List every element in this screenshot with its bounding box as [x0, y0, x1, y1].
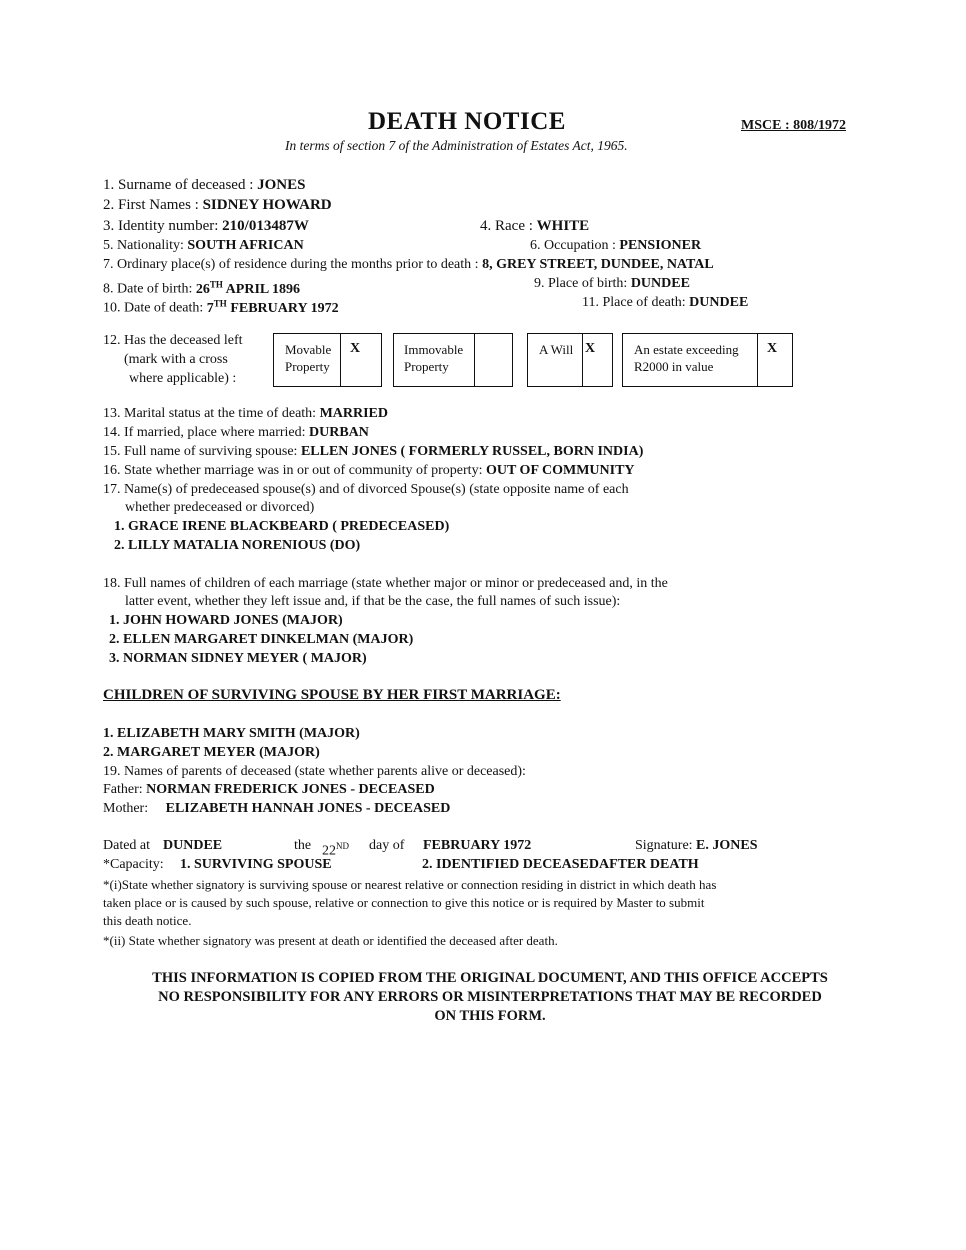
field-place-of-death — [582, 294, 748, 312]
day-num: 22 — [322, 843, 336, 859]
nationality-label: 5. Nationality: — [103, 238, 184, 253]
field-community-property — [103, 462, 635, 480]
mother-label: Mother: — [103, 801, 149, 816]
dob-day: 26 — [195, 281, 210, 297]
field-marital-status — [103, 405, 388, 423]
exceeding-label-line1: An estate exceeding — [634, 342, 739, 357]
signature-value: E. JONES — [696, 838, 758, 853]
note-i-line2: taken place or is caused by such spouse, relative or connection to give this notice or is required by Master to submit — [103, 895, 705, 910]
will-box[interactable] — [527, 333, 613, 387]
pod-value: DUNDEE — [689, 295, 749, 310]
month-year: FEBRUARY 1972 — [423, 838, 532, 853]
immovable-label-line1: Immovable — [404, 342, 464, 357]
community-label: 16. State whether marriage was in or out of community of property: — [103, 463, 483, 478]
parents-label: 19. Names of parents of deceased (state whether parents alive or deceased): — [103, 764, 526, 779]
signature-label: Signature: — [635, 838, 693, 853]
id-value: 210/013487W — [222, 218, 309, 234]
note-ii: *(ii) State whether signatory was present at death or identified the deceased after death. — [103, 933, 558, 948]
the-label: the — [294, 838, 312, 853]
surname-label: 1. Surname of deceased : — [103, 177, 254, 193]
field-surname — [103, 176, 305, 195]
field-nationality — [103, 237, 304, 255]
day-of-label: day of — [369, 838, 405, 853]
residence-label: 7. Ordinary place(s) of residence during the months prior to death : — [103, 257, 479, 272]
field-place-married — [103, 424, 369, 442]
predeceased-label-line1: 17. Name(s) of predeceased spouse(s) and of divorced Spouse(s) (state opposite name of each — [103, 482, 629, 497]
field-mother — [103, 800, 450, 818]
exceeding-mark: X — [767, 341, 778, 356]
spouse-child-item: 2. MARGARET MEYER (MAJOR) — [103, 745, 320, 760]
spouse-child-item: 1. ELIZABETH MARY SMITH (MAJOR) — [103, 726, 360, 741]
child-item: 1. JOHN HOWARD JONES (MAJOR) — [109, 613, 343, 628]
place-married-label: 14. If married, place where married: — [103, 425, 306, 440]
movable-property-box[interactable] — [273, 333, 382, 387]
movable-mark: X — [350, 341, 361, 356]
exceeding-label-line2: R2000 in value — [634, 359, 714, 374]
page-subtitle: In terms of section 7 of the Administration of Estates Act, 1965. — [285, 138, 628, 153]
movable-label-line1: Movable — [285, 342, 332, 357]
estate-question-line2: (mark with a cross — [124, 352, 228, 367]
field-race — [480, 217, 589, 236]
pod-label: 11. Place of death: — [582, 295, 686, 310]
estate-question-line1: 12. Has the deceased left — [103, 333, 243, 348]
occupation-label: 6. Occupation : — [530, 238, 616, 253]
spouse-children-heading: CHILDREN OF SURVIVING SPOUSE BY HER FIRST MARRIAGE: — [103, 687, 561, 703]
immovable-divider — [474, 334, 475, 386]
dod-label: 10. Date of death: — [103, 300, 204, 316]
children-label-line1: 18. Full names of children of each marriage (state whether major or minor or predeceased and, in the — [103, 576, 668, 591]
race-label: 4. Race : — [480, 218, 533, 234]
estate-question-line3: where applicable) : — [129, 371, 237, 386]
exceeding-divider — [757, 334, 758, 386]
will-label: A Will — [539, 342, 574, 357]
movable-divider — [340, 334, 341, 386]
id-label: 3. Identity number: — [103, 218, 219, 234]
dod-day: 7 — [206, 300, 214, 316]
mother-value: ELIZABETH HANNAH JONES - DECEASED — [165, 801, 451, 816]
place-married-value: DURBAN — [309, 425, 369, 440]
dob-month-year: APRIL 1896 — [225, 281, 300, 297]
will-mark: X — [585, 341, 596, 356]
field-surviving-spouse — [103, 443, 643, 461]
field-residence — [103, 256, 714, 274]
note-i-line3: this death notice. — [103, 913, 192, 928]
will-divider — [582, 334, 583, 386]
dated-at-label: Dated at — [103, 838, 151, 853]
field-signature — [635, 837, 758, 855]
children-label-line2: latter event, whether they left issue and, if that be the case, the full names of such issue): — [125, 594, 621, 609]
dob-suffix: TH — [209, 279, 223, 289]
field-occupation — [530, 237, 701, 255]
father-label: Father: — [103, 782, 143, 797]
field-father — [103, 781, 435, 799]
dod-suffix: TH — [213, 298, 227, 308]
capacity-option-1: 1. SURVIVING SPOUSE — [180, 857, 332, 872]
field-place-of-birth — [534, 275, 690, 293]
page-title: DEATH NOTICE — [368, 108, 566, 135]
disclaimer-line1: THIS INFORMATION IS COPIED FROM THE ORIGINAL DOCUMENT, AND THIS OFFICE ACCEPTS — [152, 970, 828, 986]
movable-label-line2: Property — [285, 359, 330, 374]
msce-reference: MSCE : 808/1972 — [741, 118, 846, 133]
marital-status-value: MARRIED — [319, 406, 389, 421]
surviving-spouse-value: ELLEN JONES ( FORMERLY RUSSEL, BORN INDIA) — [300, 444, 644, 459]
child-item: 3. NORMAN SIDNEY MEYER ( MAJOR) — [109, 651, 367, 666]
child-item: 2. ELLEN MARGARET DINKELMAN (MAJOR) — [109, 632, 414, 647]
capacity-label: *Capacity: — [103, 857, 164, 872]
surviving-spouse-label: 15. Full name of surviving spouse: — [103, 444, 298, 459]
first-names-value: SIDNEY HOWARD — [202, 197, 332, 213]
nationality-value: SOUTH AFRICAN — [187, 238, 304, 253]
community-value: OUT OF COMMUNITY — [485, 463, 635, 478]
capacity-option-2: 2. IDENTIFIED DECEASEDAFTER DEATH — [422, 857, 699, 872]
disclaimer-line3: ON THIS FORM. — [434, 1008, 546, 1024]
dob-label: 8. Date of birth: — [103, 281, 193, 297]
immovable-property-box[interactable] — [393, 333, 513, 387]
day-suffix: ND — [336, 841, 349, 851]
field-date-of-death — [103, 294, 339, 318]
predeceased-spouse-item: 2. LILLY MATALIA NORENIOUS (DO) — [114, 538, 361, 553]
predeceased-label-line2: whether predeceased or divorced) — [125, 500, 315, 515]
field-identity-number — [103, 217, 309, 236]
first-names-label: 2. First Names : — [103, 197, 199, 213]
residence-value: 8, GREY STREET, DUNDEE, NATAL — [482, 257, 714, 272]
dated-place: DUNDEE — [163, 838, 223, 853]
occupation-value: PENSIONER — [619, 238, 702, 253]
race-value: WHITE — [536, 218, 590, 234]
field-first-names — [103, 196, 332, 215]
dod-month-year: FEBRUARY 1972 — [230, 300, 339, 316]
marital-status-label: 13. Marital status at the time of death: — [103, 406, 317, 421]
pob-label: 9. Place of birth: — [534, 276, 628, 291]
surname-value: JONES — [257, 177, 306, 193]
estate-exceeding-box[interactable] — [622, 333, 793, 387]
father-value: NORMAN FREDERICK JONES - DECEASED — [146, 782, 435, 797]
predeceased-spouse-item: 1. GRACE IRENE BLACKBEARD ( PREDECEASED) — [114, 519, 450, 534]
immovable-label-line2: Property — [404, 359, 449, 374]
pob-value: DUNDEE — [630, 276, 690, 291]
disclaimer-line2: NO RESPONSIBILITY FOR ANY ERRORS OR MISINTERPRETATIONS THAT MAY BE RECORDED — [158, 989, 822, 1005]
note-i-line1: *(i)State whether signatory is surviving spouse or nearest relative or connection residing in district in which death has — [103, 877, 717, 892]
